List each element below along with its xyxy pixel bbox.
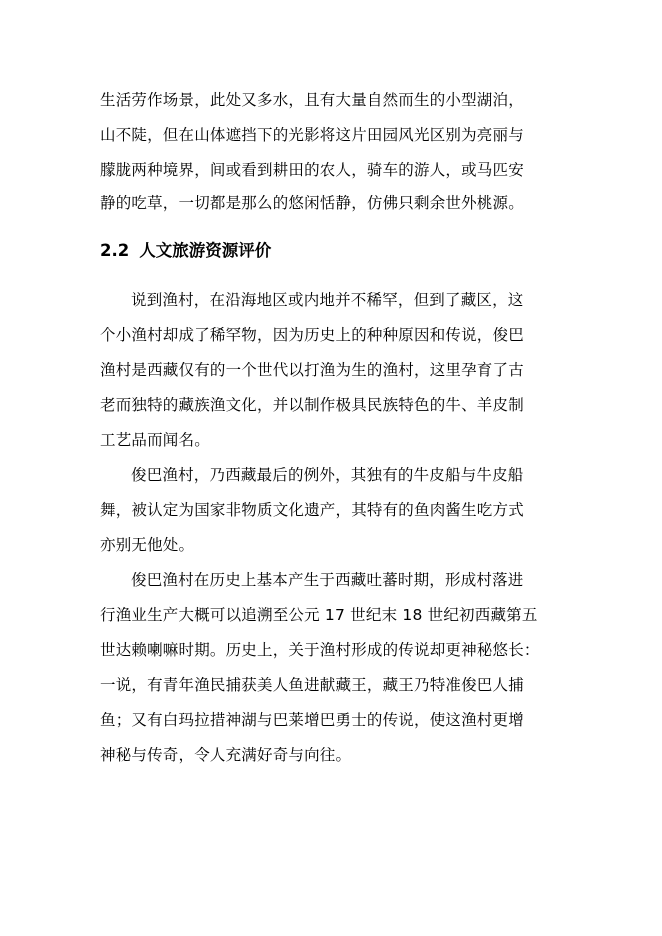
paragraph-2-line-5: 工艺品而闻名。: [100, 431, 210, 449]
paragraph-3-line-2: 舞，被认定为国家非物质文化遗产，其特有的鱼肉酱生吃方式: [100, 501, 524, 519]
paragraph-1-line-2: 山不陡，但在山体遮挡下的光影将这片田园风光区别为亮丽与: [100, 126, 524, 144]
paragraph-4-line-3: 世达赖喇嘛时期。历史上，关于渔村形成的传说却更神秘悠长：: [100, 641, 540, 659]
paragraph-1-line-1: 生活劳作场景，此处又多水，且有大量自然而生的小型湖泊，: [100, 91, 524, 109]
paragraph-3-line-1: 俊巴渔村，乃西藏最后的例外，其独有的牛皮船与牛皮船: [131, 466, 524, 484]
paragraph-2-line-4: 老而独特的藏族渔文化，并以制作极具民族特色的牛、羊皮制: [100, 396, 524, 414]
paragraph-2-line-1: 说到渔村，在沿海地区或内地并不稀罕，但到了藏区，这: [131, 291, 524, 309]
paragraph-2-line-2: 个小渔村却成了稀罕物，因为历史上的种种原因和传说，俊巴: [100, 326, 524, 344]
section-title: 人文旅游资源评价: [139, 241, 272, 260]
paragraph-2-line-3: 渔村是西藏仅有的一个世代以打渔为生的渔村，这里孕育了古: [100, 361, 524, 379]
section-number: 2.2: [100, 241, 130, 260]
paragraph-4-line-6: 神秘与传奇，令人充满好奇与向往。: [100, 746, 352, 764]
paragraph-4-line-2: 行渔业生产大概可以追溯至公元 17 世纪末 18 世纪初西藏第五: [100, 606, 538, 624]
section-heading: [100, 240, 271, 262]
paragraph-1-line-4: 静的吃草，一切都是那么的悠闲恬静，仿佛只剩余世外桃源。: [100, 194, 524, 212]
paragraph-4-line-5: 鱼；又有白玛拉措神湖与巴莱增巴勇士的传说，使这渔村更增: [100, 711, 524, 729]
paragraph-4-line-1: 俊巴渔村在历史上基本产生于西藏吐蕃时期，形成村落进: [131, 571, 524, 589]
paragraph-1-line-3: 朦胧两种境界，间或看到耕田的农人，骑车的游人，或马匹安: [100, 161, 524, 179]
paragraph-4-line-4: 一说，有青年渔民捕获美人鱼进献藏王，藏王乃特准俊巴人捕: [100, 676, 524, 694]
paragraph-3-line-3: 亦别无他处。: [100, 536, 195, 554]
